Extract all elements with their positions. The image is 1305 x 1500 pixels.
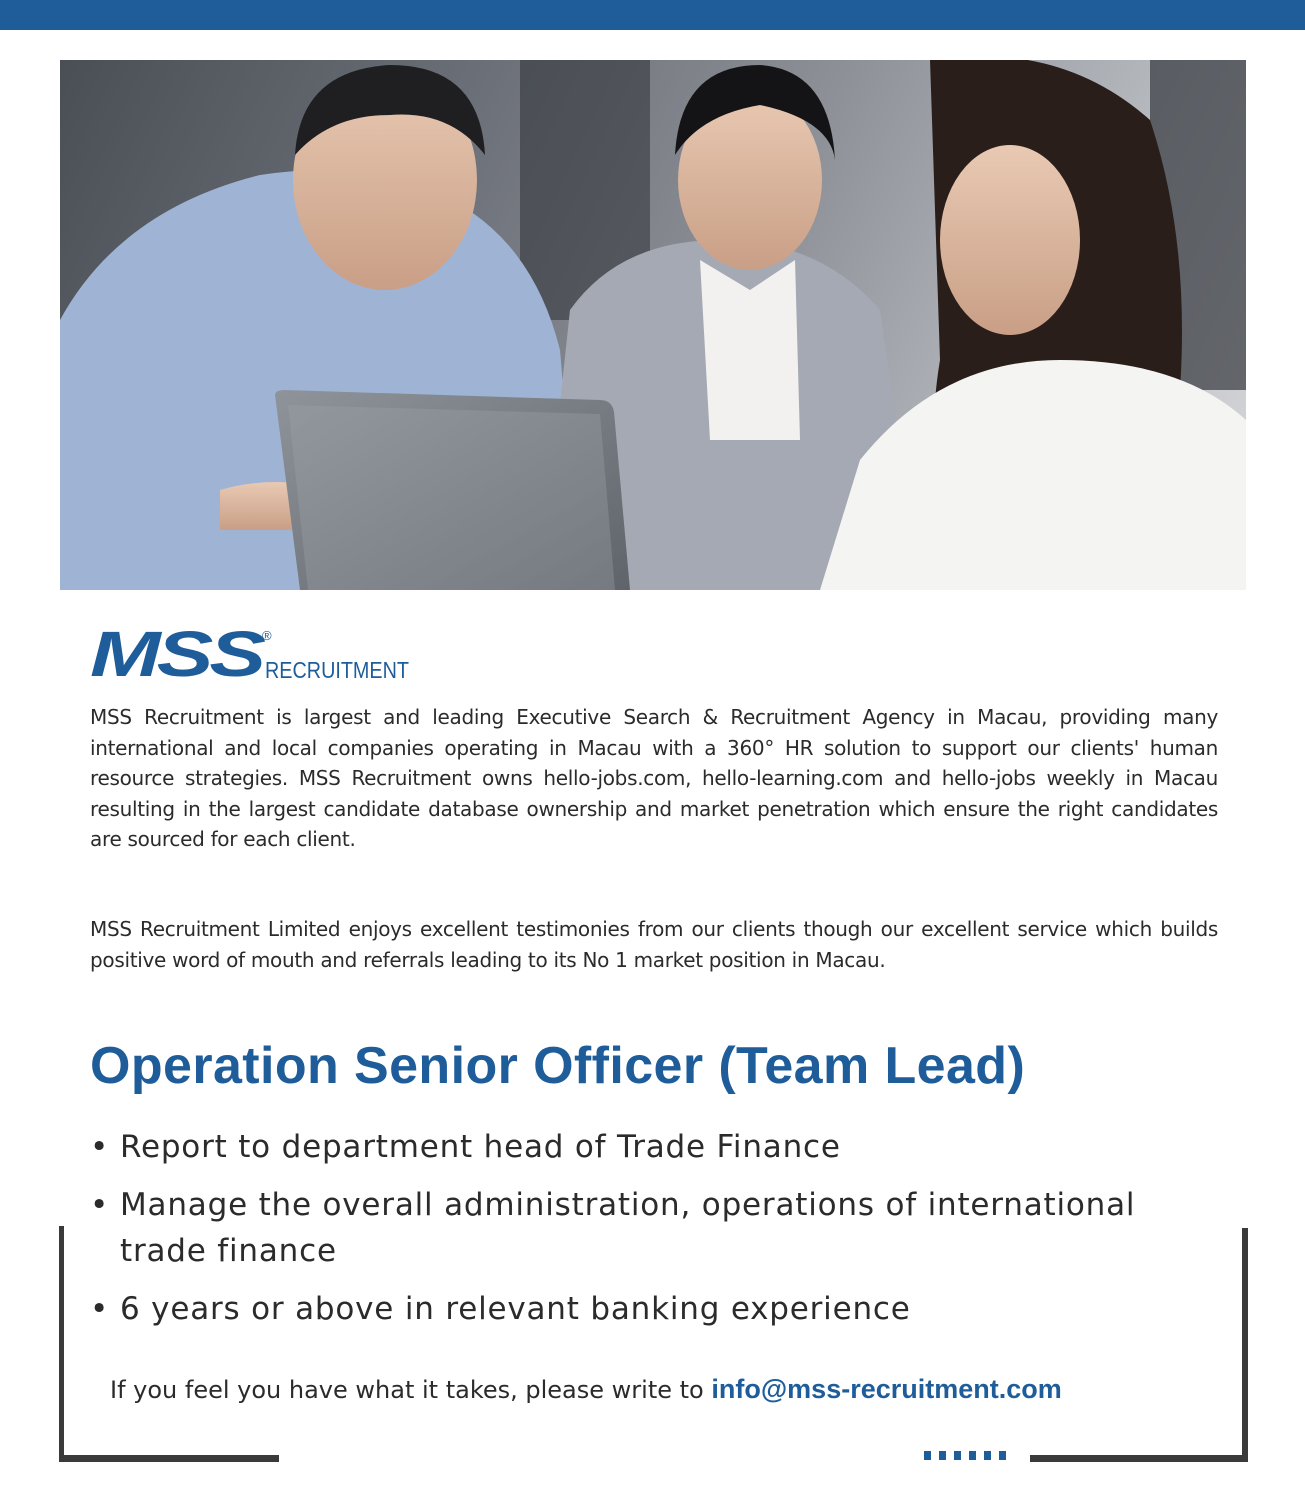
list-item [88,1286,1223,1332]
logo-wordmark: MSS [90,622,267,684]
requirements-list [88,1124,1223,1344]
list-item [88,1182,1223,1274]
frame-bottom-right-border [1030,1455,1248,1462]
frame-bottom-left-border [59,1455,279,1462]
company-testimonial-paragraph: MSS Recruitment Limited enjoys excellent testimonies from our clients though our excellent service which builds positive word of mouth and referrals leading to its No 1 market position in Macau. [90,917,1218,972]
contact-line [110,1374,1062,1405]
bullet-icon: • [90,1187,110,1223]
hero-photo [60,60,1246,590]
top-banner-bar [0,0,1305,30]
job-title: Operation Senior Officer (Team Lead) [90,1037,1026,1095]
logo-subtitle: RECRUITMENT [265,657,409,683]
frame-left-border [59,1226,64,1462]
company-intro-paragraph: MSS Recruitment is largest and leading Executive Search & Recruitment Agency in Macau, providing many international and local companies operating in Macau with a 360° HR solution to support our clients' human resource strategies. MSS Recruitment owns hello-jobs.com, hello-learning.com and hello-jobs weekly in Macau resulting in the largest candidate database ownership and market penetration which ensure the right candidates are sourced for each client. [90,705,1218,851]
frame-right-border [1242,1228,1248,1462]
requirement-text: 6 years or above in relevant banking experience [120,1291,911,1327]
mss-recruitment-logo [90,622,420,684]
bullet-icon: • [90,1291,110,1327]
registered-mark: ® [262,628,272,643]
requirement-text: Manage the overall administration, operations of international trade finance [120,1187,1136,1269]
bullet-icon: • [90,1129,110,1165]
requirement-text: Report to department head of Trade Finance [120,1129,841,1165]
contact-email-link[interactable]: info@mss-recruitment.com [711,1374,1062,1404]
hero-photo-illustration [60,60,1246,590]
decorative-dashes [924,1451,1014,1460]
list-item [88,1124,1223,1170]
contact-prompt: If you feel you have what it takes, please write to [110,1376,704,1404]
